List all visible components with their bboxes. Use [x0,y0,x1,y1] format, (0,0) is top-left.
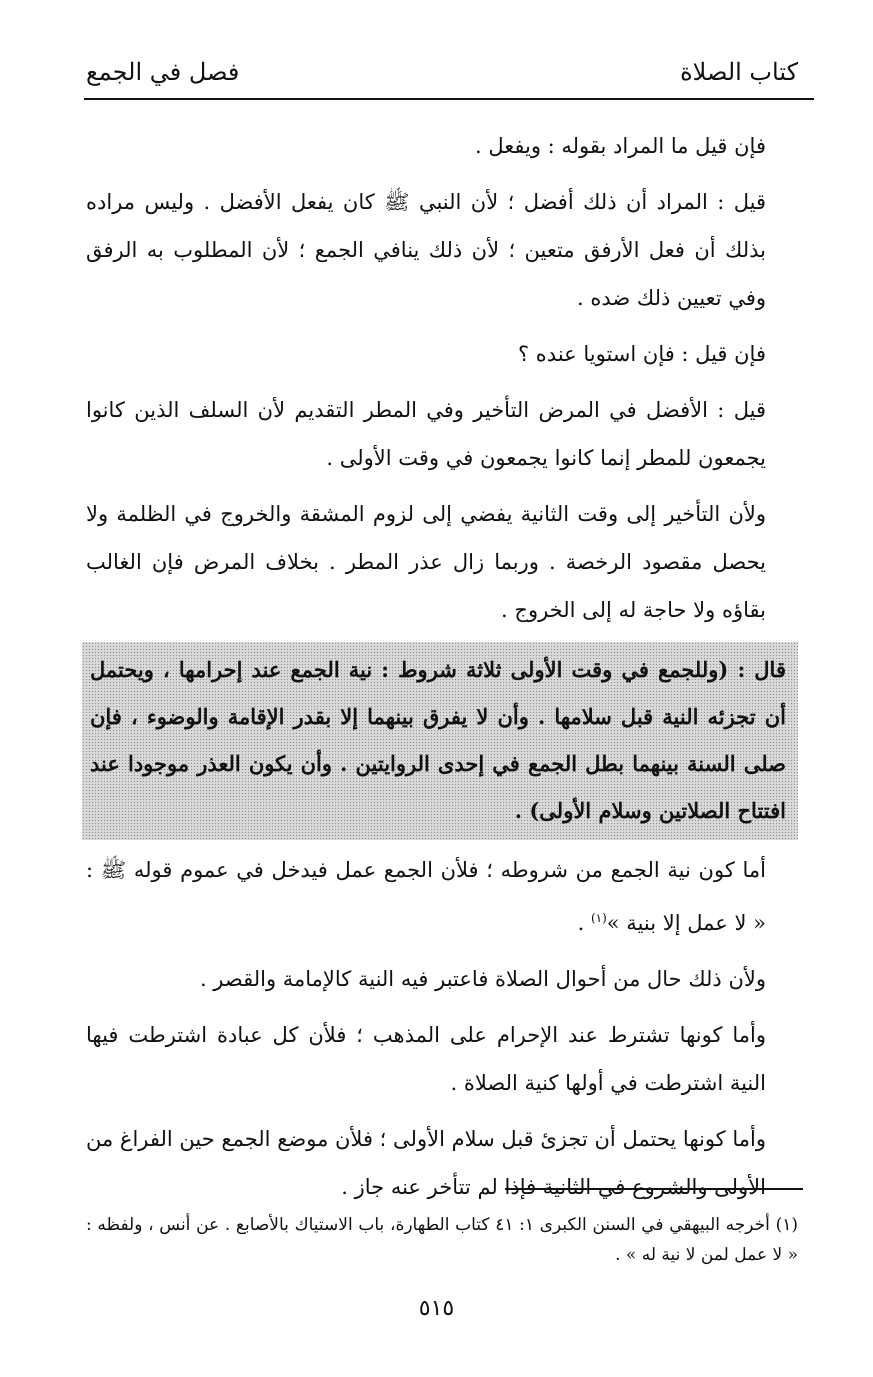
main-text [86,122,798,1219]
footnote-rule [505,1188,803,1190]
footnote-ref[interactable]: (١) [590,911,607,925]
page-number: ٥١٥ [418,1296,455,1321]
paragraph-answer-1: قيل : المراد أن ذلك أفضل ؛ لأن النبي ﷺ كان يفعل الأفضل . وليس مراده بذلك أن فعل الأرفق متعين ؛ لأن ذلك ينافي الجمع ؛ لأن المطلوب به الرفق وفي تعيين ذلك ضده . [86,190,766,310]
paragraph-question-2: فإن قيل : فإن استويا عنده ؟ [517,342,766,366]
footnote: (١) أخرجه البيهقي في السنن الكبرى ١: ٤١ كتاب الطهارة، باب الاستياك بالأصابع . عن أنس ، ولفظه : « لا عمل لمن لا نية له » . [86,1215,798,1265]
running-header [86,52,798,96]
paragraph-question-1: فإن قيل ما المراد بقوله : ويفعل . [474,134,766,158]
book-title: كتاب الصلاة [680,58,798,86]
commentary-paragraph-1 [86,846,798,947]
commentary-text-1-end: . [577,911,591,935]
paragraph-answer-2: قيل : الأفضل في المرض التأخير وفي المطر التقديم لأن السلف الذين كانوا يجمعون للمطر إنما كانوا يجمعون في وقت الأولى . [86,398,766,470]
commentary-text-1: أما كون نية الجمع من شروطه ؛ فلأن الجمع عمل فيدخل في عموم قوله ﷺ : « لا عمل إلا بنية » [86,858,766,935]
paragraph-reason: ولأن التأخير إلى وقت الثانية يفضي إلى لزوم المشقة والخروج في الظلمة ولا يحصل مقصود الرخصة . وربما زال عذر المطر . بخلاف المرض فإن الغالب بقاؤه ولا حاجة له إلى الخروج . [86,502,766,622]
header-rule [84,98,814,100]
commentary-paragraph-4: وأما كونها يحتمل أن تجزئ قبل سلام الأولى ؛ فلأن موضع الجمع حين الفراغ من الأولى والشروع في الثانية فإذا لم تتأخر عنه جاز . [86,1127,766,1199]
matn-quote-block: قال : (وللجمع في وقت الأولى ثلاثة شروط : نية الجمع عند إحرامها ، ويحتمل أن تجزئه النية قبل سلامها . وأن لا يفرق بينهما إلا بقدر الإقامة والوضوء ، فإن صلى السنة بينهما بطل الجمع في إحدى الروايتين . وأن يكون العذر موجودا عند افتتاح الصلاتين وسلام الأولى) . [82,642,798,840]
commentary-paragraph-2: ولأن ذلك حال من أحوال الصلاة فاعتبر فيه النية كالإمامة والقصر . [199,967,766,991]
commentary-paragraph-3: وأما كونها تشترط عند الإحرام على المذهب ؛ فلأن كل عبادة اشترطت فيها النية اشترطت في أولها كنية الصلاة . [86,1023,766,1095]
chapter-title: فصل في الجمع [86,58,240,86]
